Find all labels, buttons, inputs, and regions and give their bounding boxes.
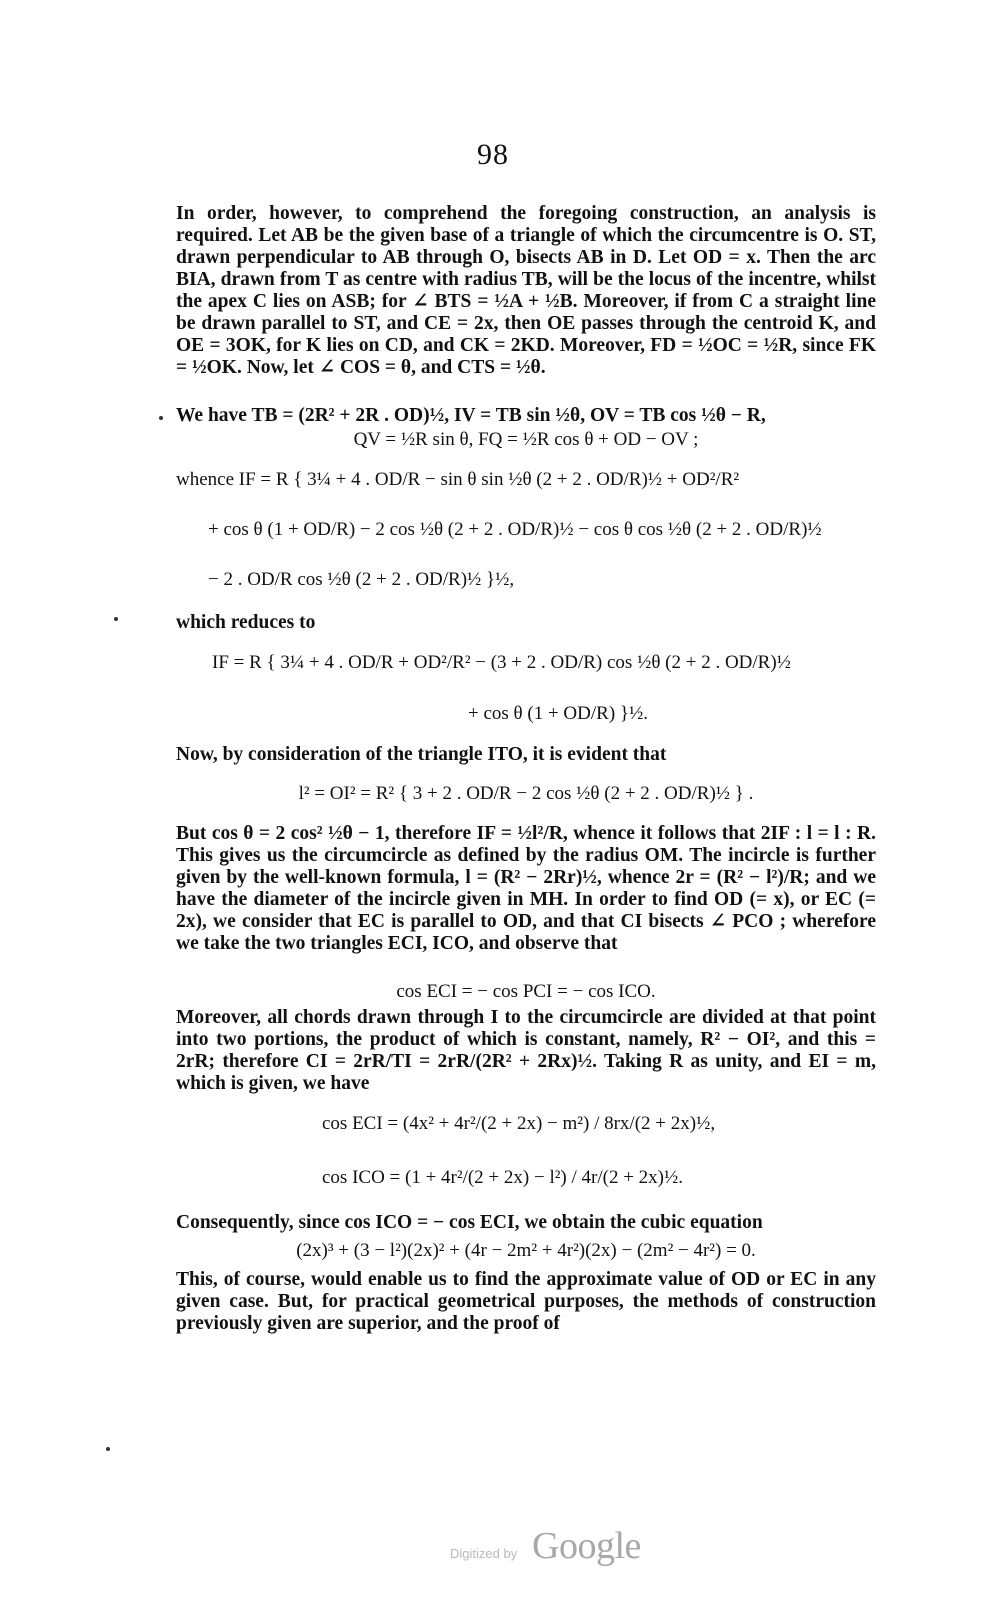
margin-dot [114,617,118,621]
paragraph-1: In order, however, to comprehend the foregoing construction, an analysis is required. Let AB be the given base of a triangle of which the circumcentre is O. ST, drawn perpendicular to AB through O, bisects AB in D. Let OD = x. Then the arc BIA, drawn from T as centre with radius TB, will be the locus of the incentre, whilst the apex C lies on ASB; for ∠ BTS = ½A + ½B. Moreover, if from C a straight line be drawn parallel to ST, and CE = 2x, then OE passes through the centroid K, and OE = 3OK, for K lies on CD, and CK = 2KD. Moreover, FD = ½OC = ½R, since FK = ½OK. Now, let ∠ COS = θ, and CTS = ½θ. [176,203,876,378]
margin-dot [106,1447,110,1451]
margin-dot [159,416,163,420]
equation-reduced-1: IF = R { 3¼ + 4 . OD/R + OD²/R² − (3 + 2 . OD/R) cos ½θ (2 + 2 . OD/R)½ [212,652,791,673]
google-logo: Google [532,1525,641,1567]
paragraph-4: This, of course, would enable us to find the approximate value of OD or EC in any given case. But, for practical geometrical purposes, the methods of construction previously given are superior, and the proof of [176,1269,876,1334]
line-we-have: We have TB = (2R² + 2R . OD)½, IV = TB sin ½θ, OV = TB cos ½θ − R, [176,405,766,426]
which-reduces: which reduces to [176,612,316,633]
consequently-line: Consequently, since cos ICO = − cos ECI, we obtain the cubic equation [176,1212,763,1233]
equation-if-2: + cos θ (1 + OD/R) − 2 cos ½θ (2 + 2 . OD/R)½ − cos θ cos ½θ (2 + 2 . OD/R)½ [208,519,822,540]
page-number: 98 [477,138,509,171]
equation-cos-eci-2: cos ECI = (4x² + 4r²/(2 + 2x) − m²) / 8rx/(2 + 2x)½, [322,1113,716,1134]
equation-if-1: whence IF = R { 3¼ + 4 . OD/R − sin θ sin ½θ (2 + 2 . OD/R)½ + OD²/R² [176,469,740,490]
equation-cos-eci: cos ECI = − cos PCI = − cos ICO. [396,981,656,1002]
digitized-label: Digitized by [450,1546,518,1561]
equation-l-squared: l² = OI² = R² { 3 + 2 . OD/R − 2 cos ½θ (2 + 2 . OD/R)½ } . [298,783,754,804]
paragraph-2: But cos θ = 2 cos² ½θ − 1, therefore IF = ½l²/R, whence it follows that 2IF : l = l : R. This gives us the circumcircle as defined by the radius OM. The incircle is further given by the well-known formula, l = (R² − 2Rr)½, whence 2r = (R² − l²)/R; and we have the diameter of the incircle given in MH. In order to find OD (= x), or EC (= 2x), we consider that EC is parallel to OD, and that CI bisects ∠ PCO ; wherefore we take the two triangles ECI, ICO, and observe that [176,823,876,954]
equation-if-3: − 2 . OD/R cos ½θ (2 + 2 . OD/R)½ }½, [208,569,515,590]
paragraph-3: Moreover, all chords drawn through I to the circumcircle are divided at that point into two portions, the product of which is constant, namely, R² − OI², and this = 2rR; therefore CI = 2rR/TI = 2rR/(2R² + 2Rx)½. Taking R as unity, and EI = m, which is given, we have [176,1007,876,1094]
equation-qv: QV = ½R sin θ, FQ = ½R cos θ + OD − OV ; [353,429,699,450]
equation-cos-ico: cos ICO = (1 + 4r²/(2 + 2x) − l²) / 4r/(2 + 2x)½. [322,1167,683,1188]
now-by-consideration: Now, by consideration of the triangle ITO, it is evident that [176,744,667,765]
equation-reduced-2: + cos θ (1 + OD/R) }½. [468,703,649,724]
equation-cubic: (2x)³ + (3 − l²)(2x)² + (4r − 2m² + 4r²)(2x) − (2m² − 4r²) = 0. [296,1240,756,1261]
